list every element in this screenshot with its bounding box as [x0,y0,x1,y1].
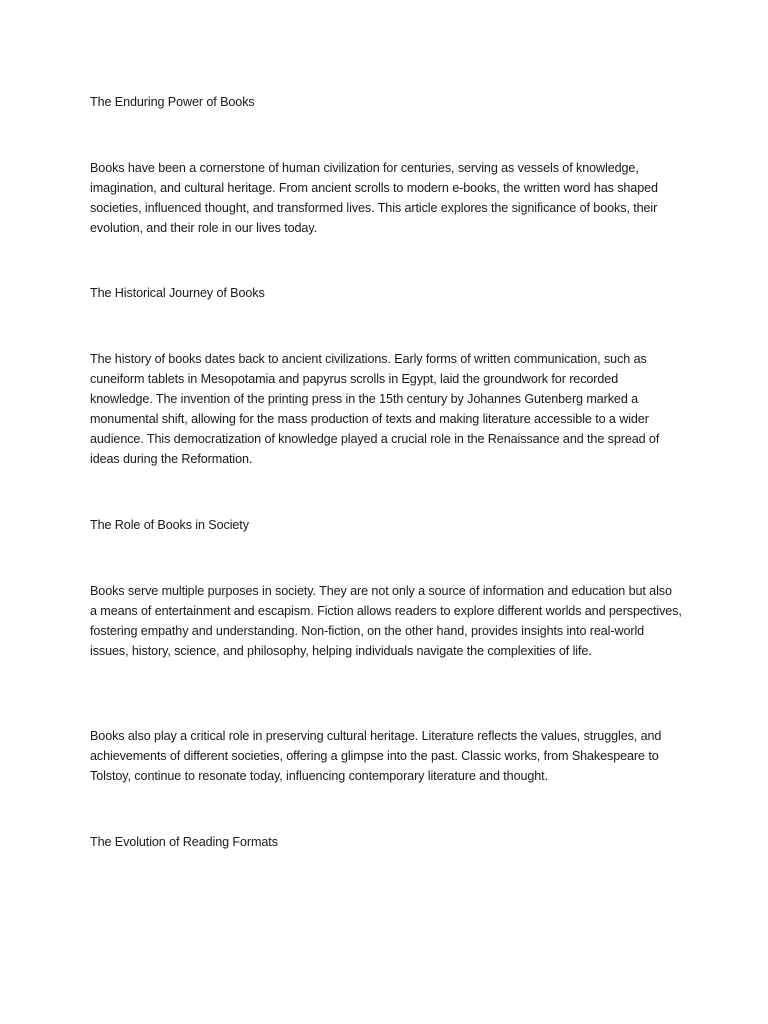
paragraph-role-in-society-2: Books also play a critical role in preserving cultural heritage. Literature reflects the values, struggles, and achievements of different societies, offering a glimpse into the past. Classic works, from Shakespeare to Tolstoy, continue to resonate today, influencing contemporary literature and thought. [90,729,662,783]
paragraph-historical-journey: The history of books dates back to ancient civilizations. Early forms of written communication, such as cuneiform tablets in Mesopotamia and papyrus scrolls in Egypt, laid the groundwork for recorded knowledge. The invention of the printing press in the 15th century by Johannes Gutenberg marked a monumental shift, allowing for the mass production of texts and making literature accessible to a wider audience. This democratization of knowledge played a crucial role in the Renaissance and the spread of ideas during the Reformation. [90,352,660,466]
intro-paragraph: Books have been a cornerstone of human civilization for centuries, serving as vessels of knowledge, imagination, and cultural heritage. From ancient scrolls to modern e-books, the written word has shaped societies, influenced thought, and transformed lives. This article explores the significance of books, their evolution, and their role in our lives today. [90,161,658,235]
paragraph-role-in-society-1: Books serve multiple purposes in society. They are not only a source of information and education but also a means of entertainment and escapism. Fiction allows readers to explore different worlds and perspectives, fostering empathy and understanding. Non-fiction, on the other hand, provides insights into real-world issues, history, science, and philosophy, helping individuals navigate the complexities of life. [90,584,682,658]
section-heading-reading-formats: The Evolution of Reading Formats [90,835,278,849]
section-heading-historical-journey: The Historical Journey of Books [90,286,265,300]
document-title: The Enduring Power of Books [90,95,255,109]
section-heading-role-in-society: The Role of Books in Society [90,518,249,532]
